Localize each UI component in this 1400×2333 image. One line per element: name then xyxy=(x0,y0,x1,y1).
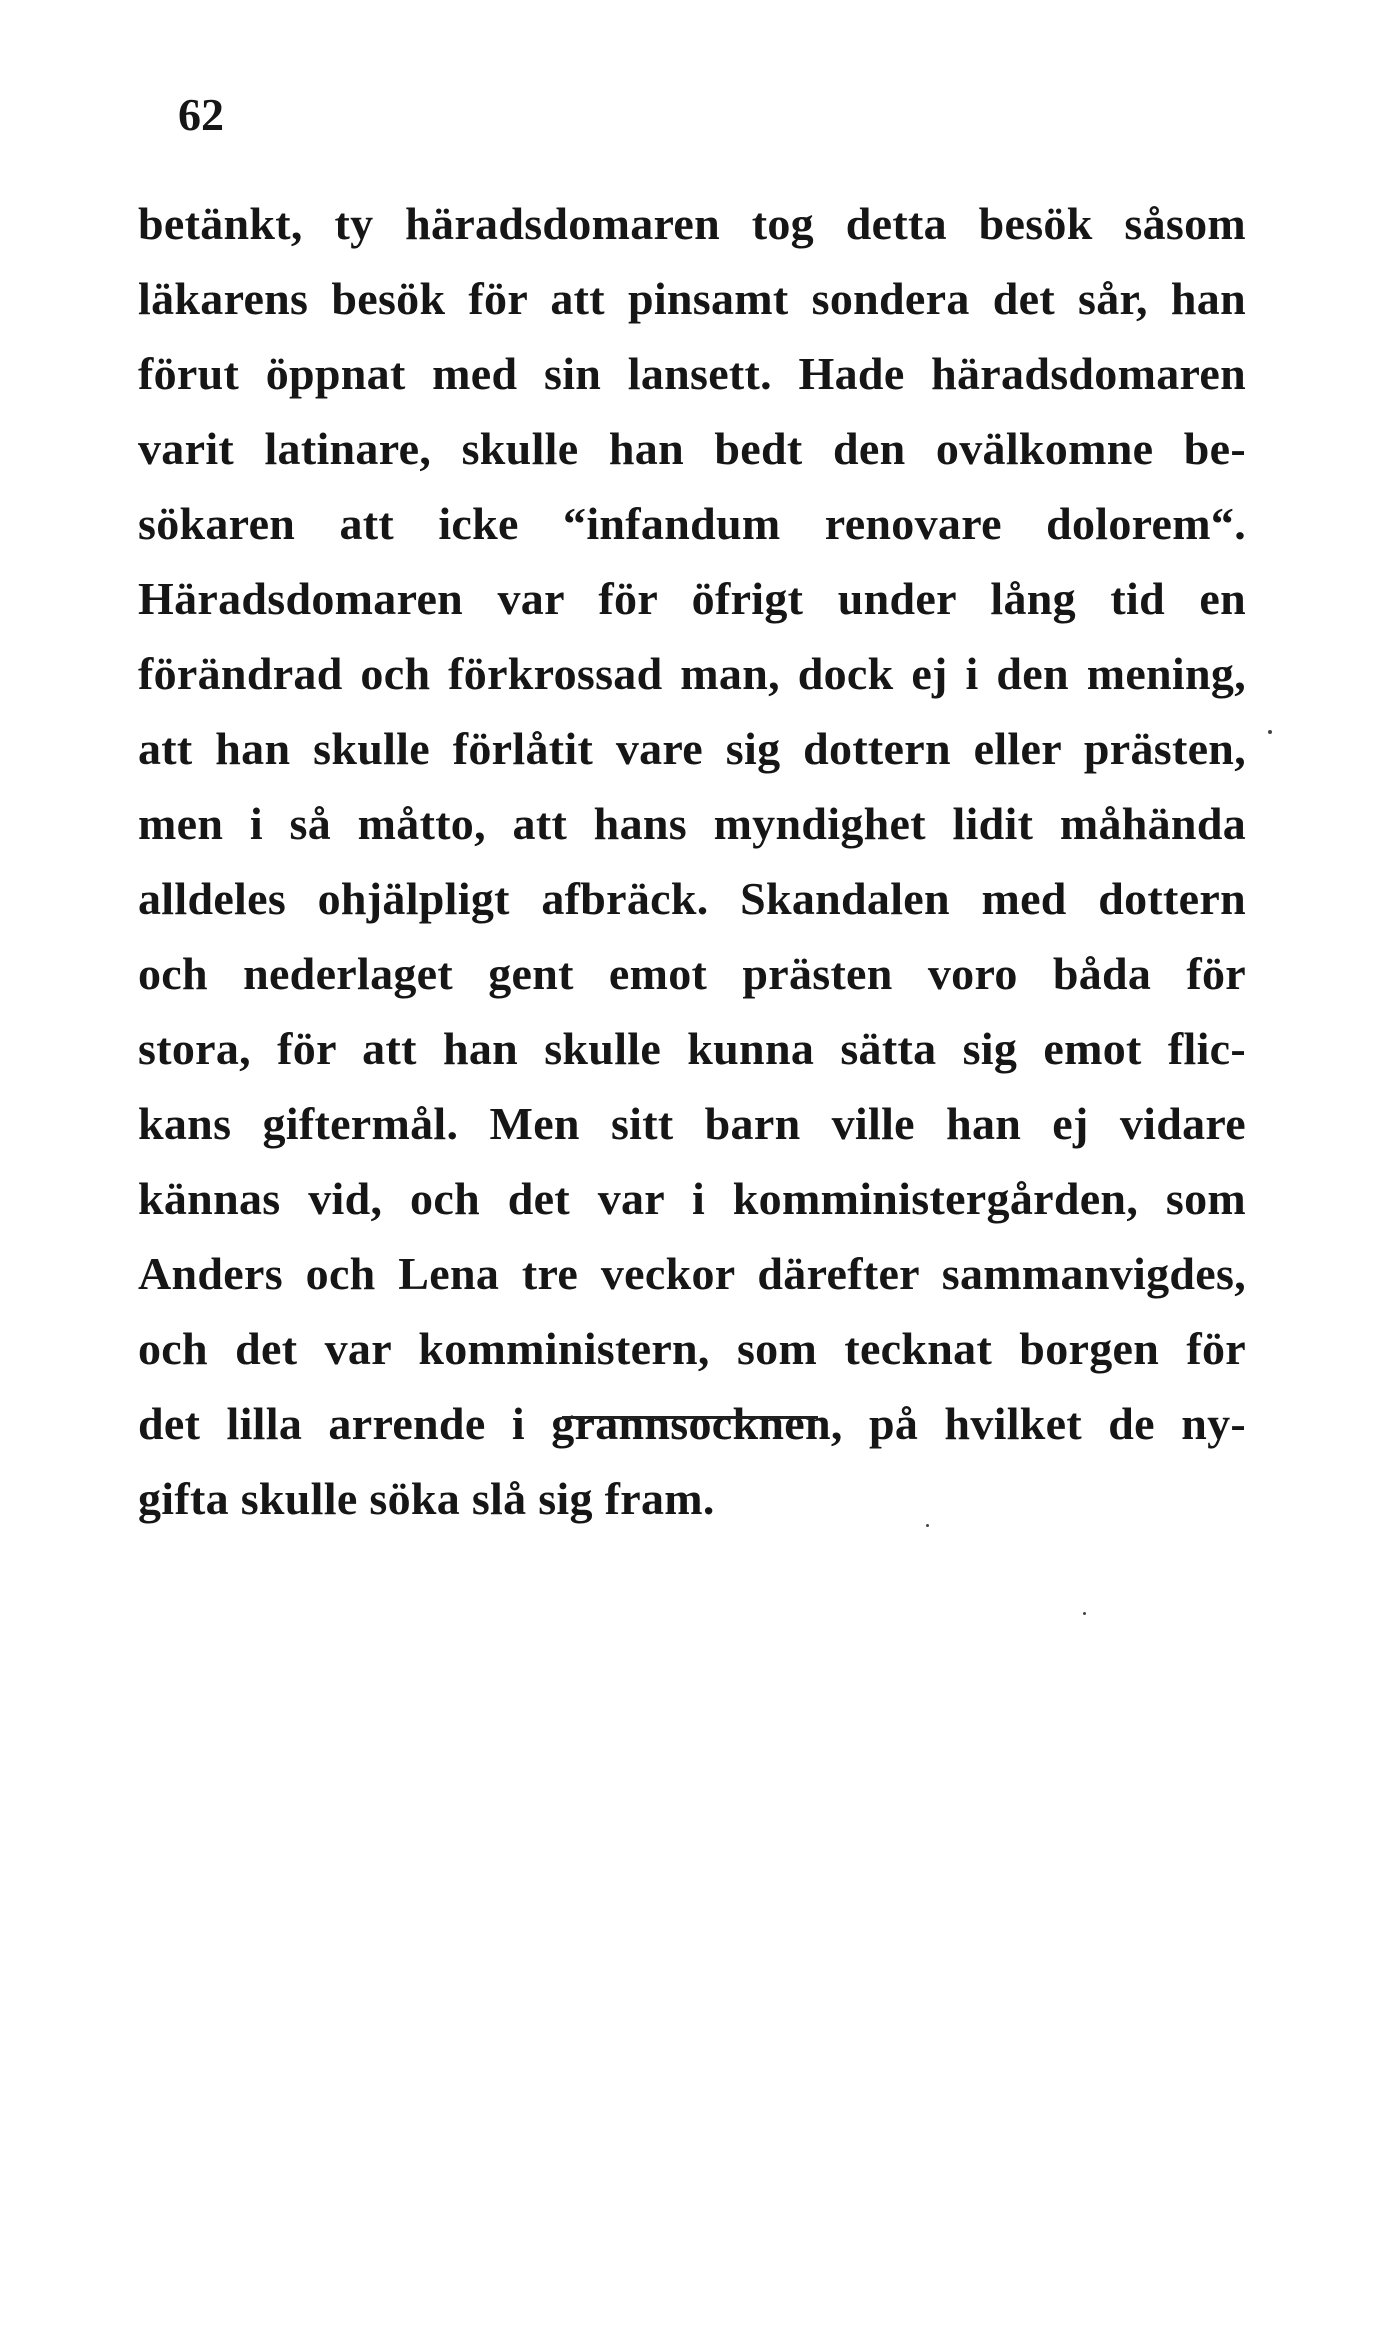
text-line: alldeles ohjälpligt afbräck. Skandalen med dottern xyxy=(138,873,1246,924)
text-line: kännas vid, och det var i komministergården, som xyxy=(138,1173,1246,1224)
text-line: varit latinare, skulle han bedt den ovälkomne be- xyxy=(138,423,1246,474)
text-line: Häradsdomaren var för öfrigt under lång tid en xyxy=(138,573,1246,624)
body-text xyxy=(138,186,1246,1536)
end-rule xyxy=(562,1416,818,1419)
text-line: och det var komministern, som tecknat borgen för xyxy=(138,1323,1246,1374)
text-line: men i så måtto, att hans myndighet lidit måhända xyxy=(138,798,1246,849)
print-speck xyxy=(1083,1612,1086,1615)
text-line: Anders och Lena tre veckor därefter sammanvigdes, xyxy=(138,1248,1246,1299)
text-line: förändrad och förkrossad man, dock ej i den mening, xyxy=(138,648,1246,699)
text-line: det lilla arrende i grannsocknen, på hvilket de ny- xyxy=(138,1398,1246,1449)
text-line: stora, för att han skulle kunna sätta sig emot flic- xyxy=(138,1023,1246,1074)
text-line: läkarens besök för att pinsamt sondera det sår, han xyxy=(138,273,1246,324)
text-line: kans giftermål. Men sitt barn ville han ej vidare xyxy=(138,1098,1246,1149)
text-line: och nederlaget gent emot prästen voro båda för xyxy=(138,948,1246,999)
text-line: betänkt, ty häradsdomaren tog detta besök såsom xyxy=(138,198,1246,249)
print-speck xyxy=(1268,730,1272,734)
text-line: förut öppnat med sin lansett. Hade häradsdomaren xyxy=(138,348,1246,399)
page-number: 62 xyxy=(178,89,224,140)
text-line: sökaren att icke “infandum renovare dolorem“. xyxy=(138,498,1246,549)
text-line: att han skulle förlåtit vare sig dottern eller prästen, xyxy=(138,723,1246,774)
print-speck xyxy=(926,1524,929,1527)
text-line-last: gifta skulle söka slå sig fram. xyxy=(138,1473,715,1524)
